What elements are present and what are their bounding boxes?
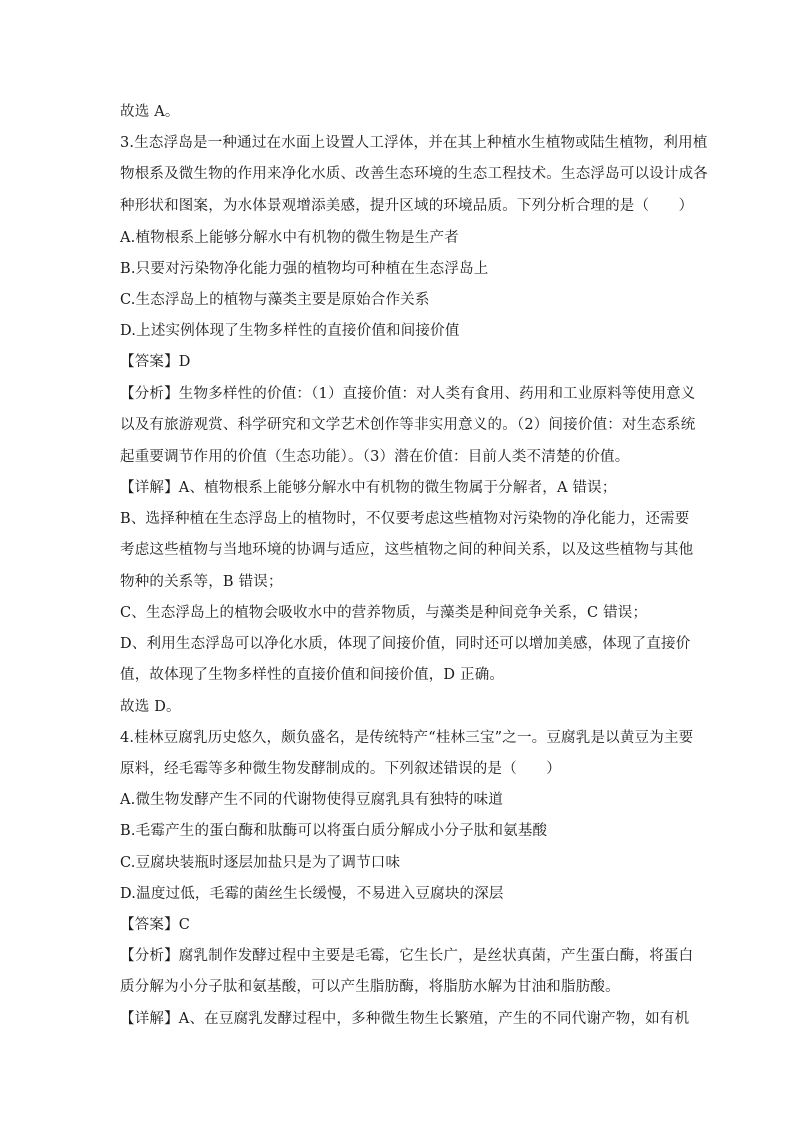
option-line: C.生态浮岛上的植物与藻类主要是原始合作关系	[120, 292, 430, 308]
option-line: B.只要对污染物净化能力强的植物均可种植在生态浮岛上	[120, 261, 489, 277]
text-line: 考虑这些植物与当地环境的协调与适应，这些植物之间的种间关系，以及这些植物与其他	[120, 542, 694, 558]
text-line: 值，故体现了生物多样性的直接价值和间接价值，D 正确。	[120, 667, 505, 683]
analysis-line: 【分析】腐乳制作发酵过程中主要是毛霉，它生长广，是丝状真菌，产生蛋白酶，将蛋白	[120, 948, 694, 964]
analysis-line: 【分析】生物多样性的价值：（1）直接价值：对人类有食用、药用和工业原料等使用意义	[120, 386, 696, 402]
answer-line: 【答案】C	[120, 917, 191, 933]
text-line: B、选择种植在生态浮岛上的植物时，不仅要考虑这些植物对污染物的净化能力，还需要	[120, 511, 690, 527]
text-line: 以及有旅游观赏、科学研究和文学艺术创作等非实用意义的。（2）间接价值：对生态系统	[120, 417, 696, 433]
option-line: A.植物根系上能够分解水中有机物的微生物是生产者	[120, 230, 459, 246]
text-line: D、利用生态浮岛可以净化水质，体现了间接价值，同时还可以增加美感，体现了直接价	[120, 636, 691, 652]
text-line: 质分解为小分子肽和氨基酸，可以产生脂肪酶，将脂肪水解为甘油和脂肪酸。	[120, 979, 620, 995]
text-line: C、生态浮岛上的植物会吸收水中的营养物质，与藻类是种间竞争关系，C 错误；	[120, 605, 648, 621]
text-line: 4.桂林豆腐乳历史悠久，颇负盛名，是传统特产“桂林三宝”之一。豆腐乳是以黄豆为主要	[120, 730, 694, 746]
text-line: 起重要调节作用的价值（生态功能）。（3）潜在价值：目前人类不清楚的价值。	[120, 449, 630, 465]
option-line: D.温度过低，毛霉的菌丝生长缓慢，不易进入豆腐块的深层	[120, 886, 504, 902]
text-line: 故选 A。	[120, 104, 180, 120]
text-line: 种形状和图案，为水体景观增添美感，提升区域的环境品质。下列分析合理的是（ ）	[120, 198, 694, 214]
option-line: D.上述实例体现了生物多样性的直接价值和间接价值	[120, 323, 460, 339]
detail-line: 【详解】A、在豆腐乳发酵过程中，多种微生物生长繁殖，产生的不同代谢产物，如有机	[120, 1011, 690, 1027]
text-line: 3.生态浮岛是一种通过在水面上设置人工浮体，并在其上种植水生植物或陆生植物，利用植	[120, 135, 708, 151]
option-line: B.毛霉产生的蛋白酶和肽酶可以将蛋白质分解成小分子肽和氨基酸	[120, 823, 548, 839]
option-line: A.微生物发酵产生不同的代谢物使得豆腐乳具有独特的味道	[120, 792, 503, 808]
text-line: 原料，经毛霉等多种微生物发酵制成的。下列叙述错误的是（ ）	[120, 761, 561, 777]
text-line: 物种的关系等，B 错误；	[120, 574, 283, 590]
option-line: C.豆腐块装瓶时逐层加盐只是为了调节口味	[120, 855, 401, 871]
text-line: 物根系及微生物的作用来净化水质、改善生态环境的生态工程技术。生态浮岛可以设计成各	[120, 166, 708, 182]
detail-line: 【详解】A、植物根系上能够分解水中有机物的微生物属于分解者，A 错误；	[120, 480, 617, 496]
answer-line: 【答案】D	[120, 354, 191, 370]
text-line: 故选 D。	[120, 699, 181, 715]
